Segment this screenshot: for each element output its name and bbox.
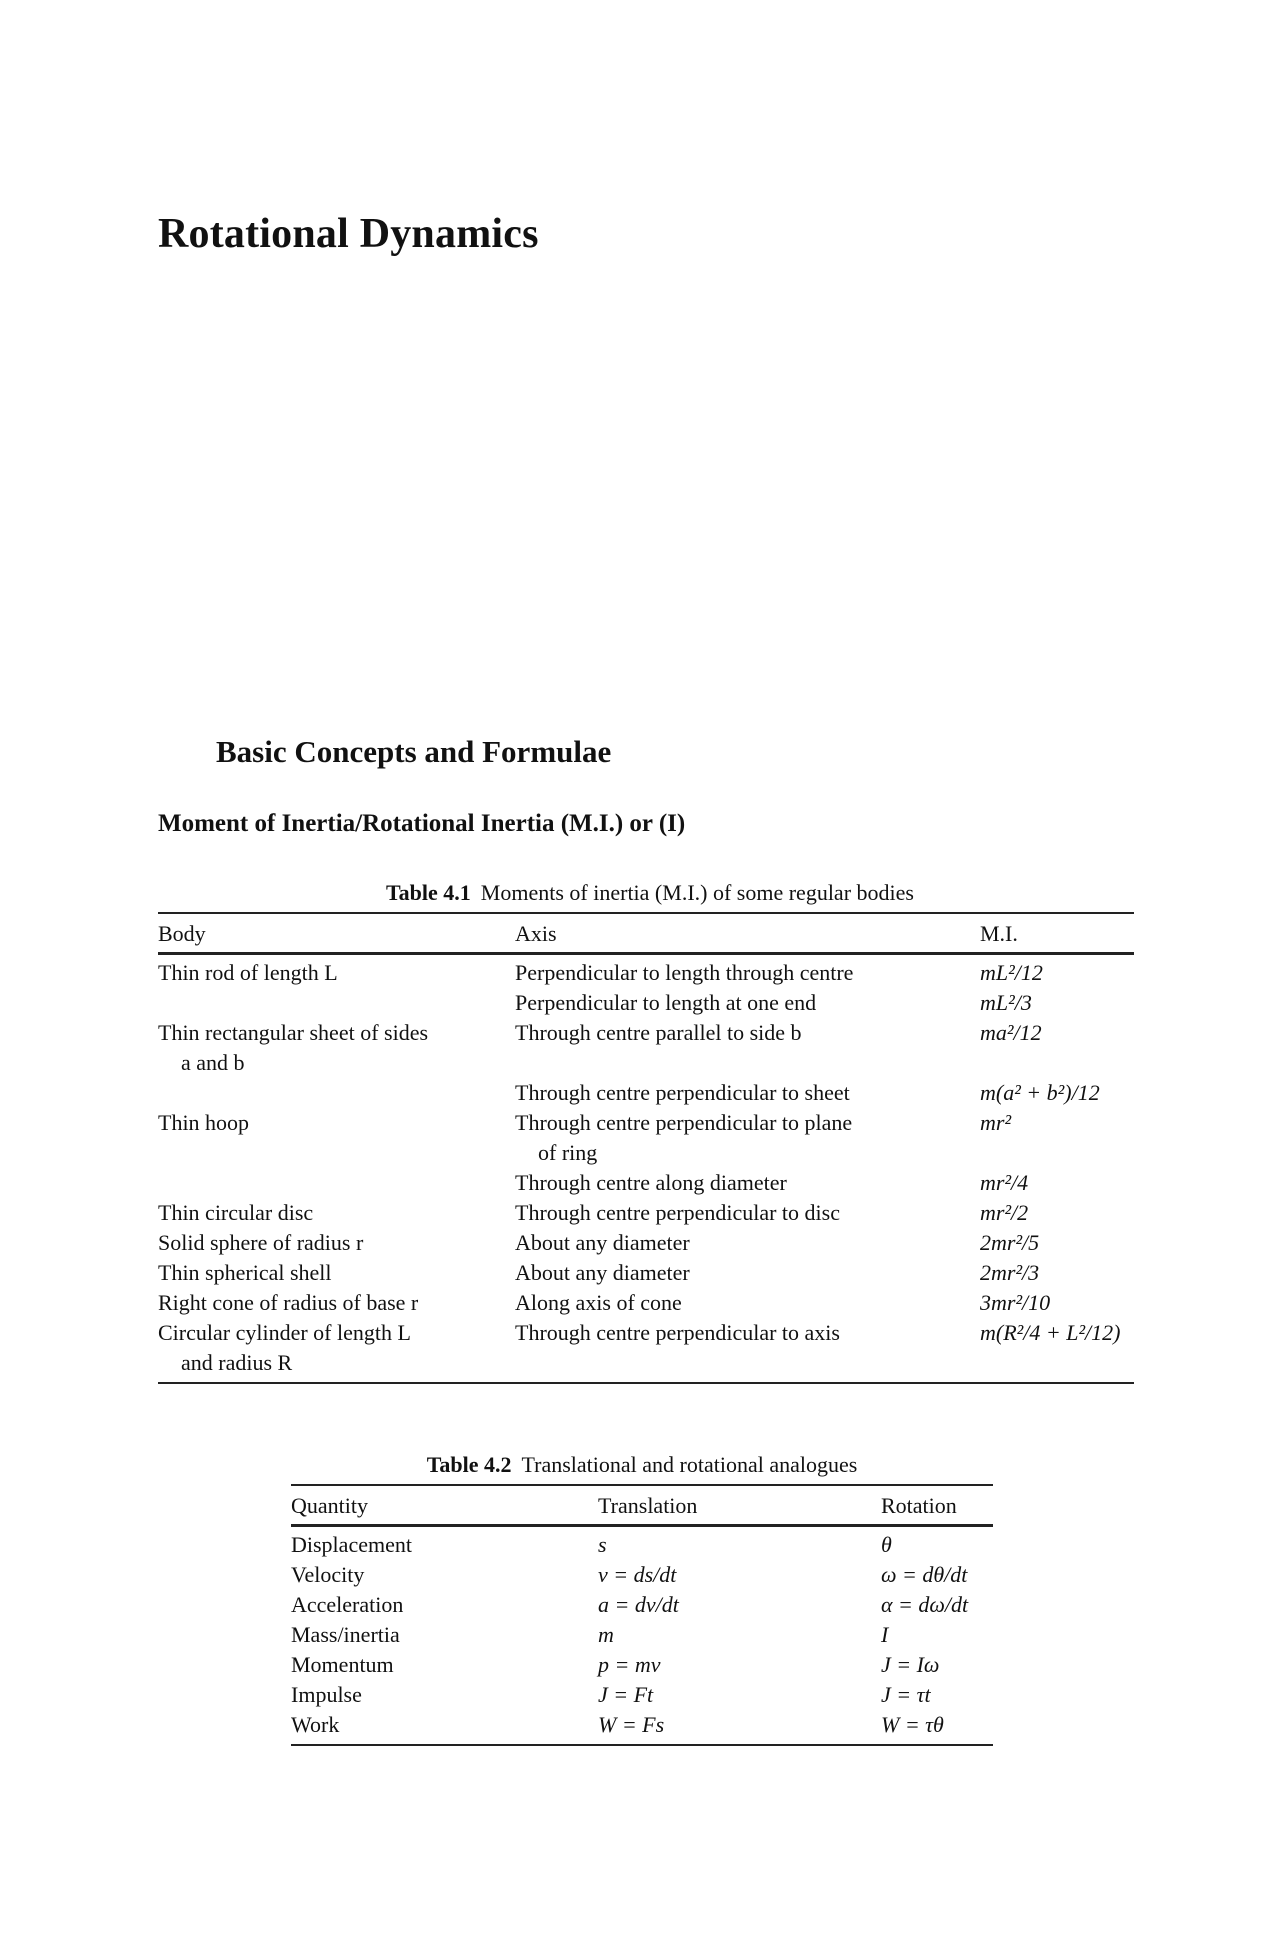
mi-formula: m(a² + b²)/12 [980, 1080, 1100, 1105]
table-row [158, 1018, 1134, 1078]
axis-cell [515, 954, 980, 989]
table-4-2-caption [291, 1452, 993, 1478]
rotation-formula: J = τt [881, 1682, 931, 1707]
table-row [158, 954, 1134, 989]
quantity-cell: Velocity [291, 1562, 365, 1587]
mi-formula: m(R²/4 + L²/12) [980, 1320, 1121, 1345]
axis-cell [515, 1228, 980, 1258]
quantity-cell: Impulse [291, 1682, 362, 1707]
axis-cell [515, 1108, 980, 1168]
translation-formula: p = mv [598, 1652, 661, 1677]
body-text-continued: a and b [181, 1050, 245, 1075]
column-header-rotation: Rotation [881, 1493, 957, 1518]
table-row [158, 1108, 1134, 1168]
quantity-cell: Acceleration [291, 1592, 404, 1617]
table-row [291, 1680, 993, 1710]
body-text: Right cone of radius of base r [158, 1290, 419, 1315]
axis-text: Perpendicular to length through centre [515, 960, 854, 985]
body-text: Solid sphere of radius r [158, 1230, 364, 1255]
table-row [291, 1650, 993, 1680]
quantity-cell: Work [291, 1712, 340, 1737]
mi-formula: mr²/4 [980, 1170, 1029, 1195]
axis-text: Through centre parallel to side b [515, 1020, 802, 1045]
translation-formula: v = ds/dt [598, 1562, 677, 1587]
translation-formula: m [598, 1622, 614, 1647]
body-text: Circular cylinder of length L [158, 1320, 411, 1345]
axis-cell [515, 1318, 980, 1383]
mi-formula: mr² [980, 1110, 1012, 1135]
rotation-formula: J = Iω [881, 1652, 940, 1677]
axis-cell [515, 1288, 980, 1318]
body-text: Thin spherical shell [158, 1260, 332, 1285]
body-text-continued: and radius R [181, 1350, 293, 1375]
table-header-row [158, 913, 1134, 954]
axis-text: Through centre perpendicular to sheet [515, 1080, 850, 1105]
chapter-title: Rotational Dynamics [158, 211, 539, 257]
column-header-axis: Axis [515, 921, 557, 946]
table-label: Table 4.2 [426, 1452, 512, 1477]
table-4-1-caption [158, 880, 1142, 906]
translation-formula: a = dv/dt [598, 1592, 679, 1617]
body-cell [158, 954, 515, 989]
table-row [158, 988, 1134, 1018]
table-row [158, 1198, 1134, 1228]
table-row [158, 1168, 1134, 1198]
axis-text: Perpendicular to length at one end [515, 990, 817, 1015]
body-cell [158, 1168, 515, 1198]
axis-cell [515, 988, 980, 1018]
rotation-formula: α = dω/dt [881, 1592, 969, 1617]
mi-formula: 3mr²/10 [980, 1290, 1051, 1315]
axis-text: About any diameter [515, 1230, 690, 1255]
rotation-formula: I [881, 1622, 889, 1647]
table-row [291, 1560, 993, 1590]
body-cell [158, 988, 515, 1018]
translation-formula: W = Fs [598, 1712, 665, 1737]
table-row [158, 1078, 1134, 1108]
column-header-mi: M.I. [980, 921, 1018, 946]
body-cell [158, 1228, 515, 1258]
table-row [158, 1228, 1134, 1258]
section-title: Basic Concepts and Formulae [216, 734, 612, 769]
table-row [291, 1590, 993, 1620]
body-cell [158, 1318, 515, 1383]
table-row [158, 1288, 1134, 1318]
axis-text: About any diameter [515, 1260, 690, 1285]
mi-formula: 2mr²/3 [980, 1260, 1040, 1285]
body-cell [158, 1258, 515, 1288]
column-header-translation: Translation [598, 1493, 698, 1518]
translation-formula: J = Ft [598, 1682, 654, 1707]
body-cell [158, 1018, 515, 1078]
axis-cell [515, 1018, 980, 1078]
body-text: Thin hoop [158, 1110, 250, 1135]
table-row [291, 1526, 993, 1561]
moments-of-inertia-table [158, 912, 1134, 1384]
body-text: Thin rectangular sheet of sides [158, 1020, 429, 1045]
table-label: Table 4.1 [386, 880, 471, 905]
rotation-formula: ω = dθ/dt [881, 1562, 968, 1587]
mi-formula: mL²/3 [980, 990, 1032, 1015]
body-text: Thin circular disc [158, 1200, 314, 1225]
table-row [291, 1620, 993, 1650]
axis-cell [515, 1078, 980, 1108]
table-row [291, 1710, 993, 1745]
body-cell [158, 1078, 515, 1108]
rotation-formula: θ [881, 1532, 892, 1557]
table-row [158, 1318, 1134, 1383]
table-caption-text: Translational and rotational analogues [521, 1452, 858, 1477]
axis-text: Through centre perpendicular to disc [515, 1200, 840, 1225]
axis-text: Through centre perpendicular to axis [515, 1320, 840, 1345]
table-caption-text: Moments of inertia (M.I.) of some regular bodies [480, 880, 914, 905]
mi-formula: ma²/12 [980, 1020, 1042, 1045]
axis-text: Along axis of cone [515, 1290, 682, 1315]
body-cell [158, 1198, 515, 1228]
body-cell [158, 1108, 515, 1168]
column-header-body: Body [158, 921, 206, 946]
mi-formula: 2mr²/5 [980, 1230, 1040, 1255]
quantity-cell: Displacement [291, 1532, 412, 1557]
axis-cell [515, 1258, 980, 1288]
rotation-formula: W = τθ [881, 1712, 944, 1737]
axis-text-continued: of ring [538, 1140, 598, 1165]
body-cell [158, 1288, 515, 1318]
body-text: Thin rod of length L [158, 960, 338, 985]
mi-formula: mr²/2 [980, 1200, 1029, 1225]
table-header-row [291, 1485, 993, 1526]
axis-text: Through centre along diameter [515, 1170, 787, 1195]
axis-text: Through centre perpendicular to plane [515, 1110, 853, 1135]
quantity-cell: Momentum [291, 1652, 394, 1677]
axis-cell [515, 1168, 980, 1198]
subsection-title: Moment of Inertia/Rotational Inertia (M.I.) or (I) [158, 810, 686, 837]
mi-formula: mL²/12 [980, 960, 1043, 985]
axis-cell [515, 1198, 980, 1228]
column-header-quantity: Quantity [291, 1493, 368, 1518]
quantity-cell: Mass/inertia [291, 1622, 400, 1647]
analogues-table [291, 1484, 993, 1746]
translation-formula: s [598, 1532, 607, 1557]
table-row [158, 1258, 1134, 1288]
